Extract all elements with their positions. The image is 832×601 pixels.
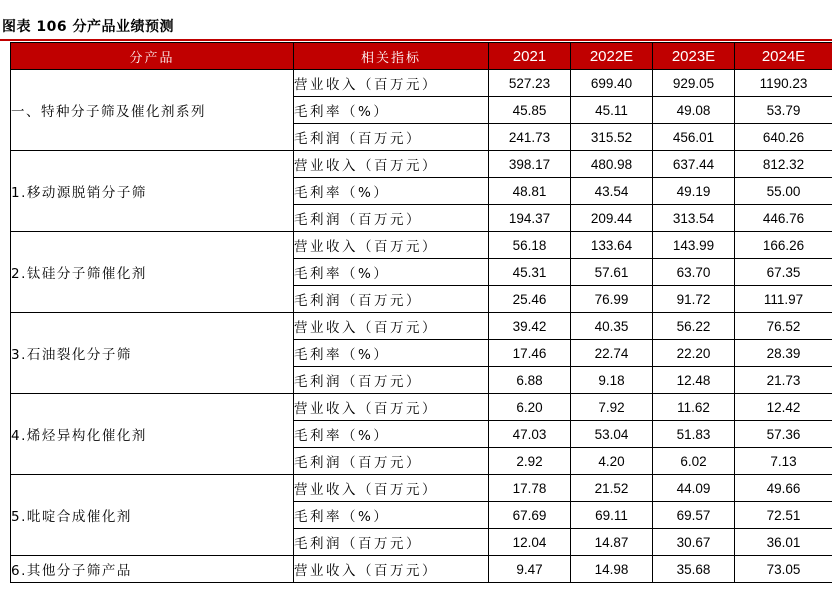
header-metric: 相关指标 [294, 43, 489, 70]
value-cell: 39.42 [489, 313, 571, 340]
product-segment-cell: 1.移动源脱销分子筛 [11, 151, 294, 232]
metric-cell: 毛利率（%） [294, 421, 489, 448]
value-cell: 57.61 [571, 259, 653, 286]
value-cell: 63.70 [653, 259, 735, 286]
value-cell: 12.42 [735, 394, 832, 421]
value-cell: 25.46 [489, 286, 571, 313]
value-cell: 49.19 [653, 178, 735, 205]
value-cell: 12.04 [489, 529, 571, 556]
table-row [11, 556, 832, 583]
value-cell: 14.87 [571, 529, 653, 556]
value-cell: 67.69 [489, 502, 571, 529]
value-cell: 17.46 [489, 340, 571, 367]
value-cell: 1190.23 [735, 70, 832, 97]
value-cell: 22.20 [653, 340, 735, 367]
metric-cell: 营业收入（百万元） [294, 394, 489, 421]
value-cell: 14.98 [571, 556, 653, 583]
value-cell: 6.20 [489, 394, 571, 421]
value-cell: 67.35 [735, 259, 832, 286]
value-cell: 49.08 [653, 97, 735, 124]
value-cell: 57.36 [735, 421, 832, 448]
metric-cell: 毛利率（%） [294, 340, 489, 367]
value-cell: 812.32 [735, 151, 832, 178]
header-2023e: 2023E [653, 43, 735, 70]
forecast-table [10, 42, 832, 583]
value-cell: 17.78 [489, 475, 571, 502]
metric-cell: 营业收入（百万元） [294, 313, 489, 340]
value-cell: 45.31 [489, 259, 571, 286]
value-cell: 56.22 [653, 313, 735, 340]
table-row [11, 151, 832, 178]
metric-cell: 毛利润（百万元） [294, 448, 489, 475]
value-cell: 133.64 [571, 232, 653, 259]
value-cell: 2.92 [489, 448, 571, 475]
metric-cell: 毛利润（百万元） [294, 124, 489, 151]
metric-cell: 毛利润（百万元） [294, 529, 489, 556]
metric-cell: 毛利率（%） [294, 502, 489, 529]
value-cell: 53.79 [735, 97, 832, 124]
table-row [11, 313, 832, 340]
value-cell: 45.11 [571, 97, 653, 124]
value-cell: 143.99 [653, 232, 735, 259]
value-cell: 480.98 [571, 151, 653, 178]
header-2022e: 2022E [571, 43, 653, 70]
value-cell: 241.73 [489, 124, 571, 151]
value-cell: 47.03 [489, 421, 571, 448]
metric-cell: 毛利润（百万元） [294, 205, 489, 232]
value-cell: 28.39 [735, 340, 832, 367]
value-cell: 111.97 [735, 286, 832, 313]
value-cell: 166.26 [735, 232, 832, 259]
value-cell: 6.88 [489, 367, 571, 394]
value-cell: 194.37 [489, 205, 571, 232]
figure-title: 图表 106 分产品业绩预测 [2, 19, 174, 35]
value-cell: 315.52 [571, 124, 653, 151]
value-cell: 91.72 [653, 286, 735, 313]
table-row [11, 232, 832, 259]
value-cell: 456.01 [653, 124, 735, 151]
value-cell: 6.02 [653, 448, 735, 475]
value-cell: 69.11 [571, 502, 653, 529]
value-cell: 36.01 [735, 529, 832, 556]
table-body [11, 70, 832, 583]
product-segment-cell: 4.烯烃异构化催化剂 [11, 394, 294, 475]
header-2024e: 2024E [735, 43, 832, 70]
value-cell: 35.68 [653, 556, 735, 583]
metric-cell: 毛利率（%） [294, 178, 489, 205]
metric-cell: 营业收入（百万元） [294, 232, 489, 259]
product-segment-cell: 6.其他分子筛产品 [11, 556, 294, 583]
value-cell: 53.04 [571, 421, 653, 448]
table-row [11, 70, 832, 97]
value-cell: 4.20 [571, 448, 653, 475]
value-cell: 7.13 [735, 448, 832, 475]
value-cell: 56.18 [489, 232, 571, 259]
metric-cell: 营业收入（百万元） [294, 151, 489, 178]
value-cell: 40.35 [571, 313, 653, 340]
value-cell: 72.51 [735, 502, 832, 529]
value-cell: 12.48 [653, 367, 735, 394]
value-cell: 49.66 [735, 475, 832, 502]
metric-cell: 营业收入（百万元） [294, 475, 489, 502]
value-cell: 313.54 [653, 205, 735, 232]
value-cell: 640.26 [735, 124, 832, 151]
value-cell: 11.62 [653, 394, 735, 421]
metric-cell: 毛利润（百万元） [294, 367, 489, 394]
header-product: 分产品 [11, 43, 294, 70]
value-cell: 45.85 [489, 97, 571, 124]
metric-cell: 营业收入（百万元） [294, 556, 489, 583]
value-cell: 21.52 [571, 475, 653, 502]
metric-cell: 毛利率（%） [294, 97, 489, 124]
value-cell: 76.52 [735, 313, 832, 340]
value-cell: 637.44 [653, 151, 735, 178]
title-rule [0, 39, 832, 41]
value-cell: 9.18 [571, 367, 653, 394]
table-row [11, 394, 832, 421]
value-cell: 30.67 [653, 529, 735, 556]
metric-cell: 毛利率（%） [294, 259, 489, 286]
value-cell: 699.40 [571, 70, 653, 97]
product-segment-cell: 2.钛硅分子筛催化剂 [11, 232, 294, 313]
metric-cell: 营业收入（百万元） [294, 70, 489, 97]
value-cell: 51.83 [653, 421, 735, 448]
value-cell: 209.44 [571, 205, 653, 232]
value-cell: 9.47 [489, 556, 571, 583]
value-cell: 44.09 [653, 475, 735, 502]
value-cell: 446.76 [735, 205, 832, 232]
value-cell: 398.17 [489, 151, 571, 178]
product-segment-cell: 3.石油裂化分子筛 [11, 313, 294, 394]
value-cell: 21.73 [735, 367, 832, 394]
product-segment-cell: 一、特种分子筛及催化剂系列 [11, 70, 294, 151]
value-cell: 76.99 [571, 286, 653, 313]
value-cell: 22.74 [571, 340, 653, 367]
value-cell: 73.05 [735, 556, 832, 583]
value-cell: 55.00 [735, 178, 832, 205]
metric-cell: 毛利润（百万元） [294, 286, 489, 313]
value-cell: 43.54 [571, 178, 653, 205]
table-row [11, 475, 832, 502]
table-header-row [11, 43, 832, 70]
value-cell: 7.92 [571, 394, 653, 421]
value-cell: 48.81 [489, 178, 571, 205]
product-segment-cell: 5.吡啶合成催化剂 [11, 475, 294, 556]
value-cell: 929.05 [653, 70, 735, 97]
value-cell: 69.57 [653, 502, 735, 529]
value-cell: 527.23 [489, 70, 571, 97]
header-2021: 2021 [489, 43, 571, 70]
